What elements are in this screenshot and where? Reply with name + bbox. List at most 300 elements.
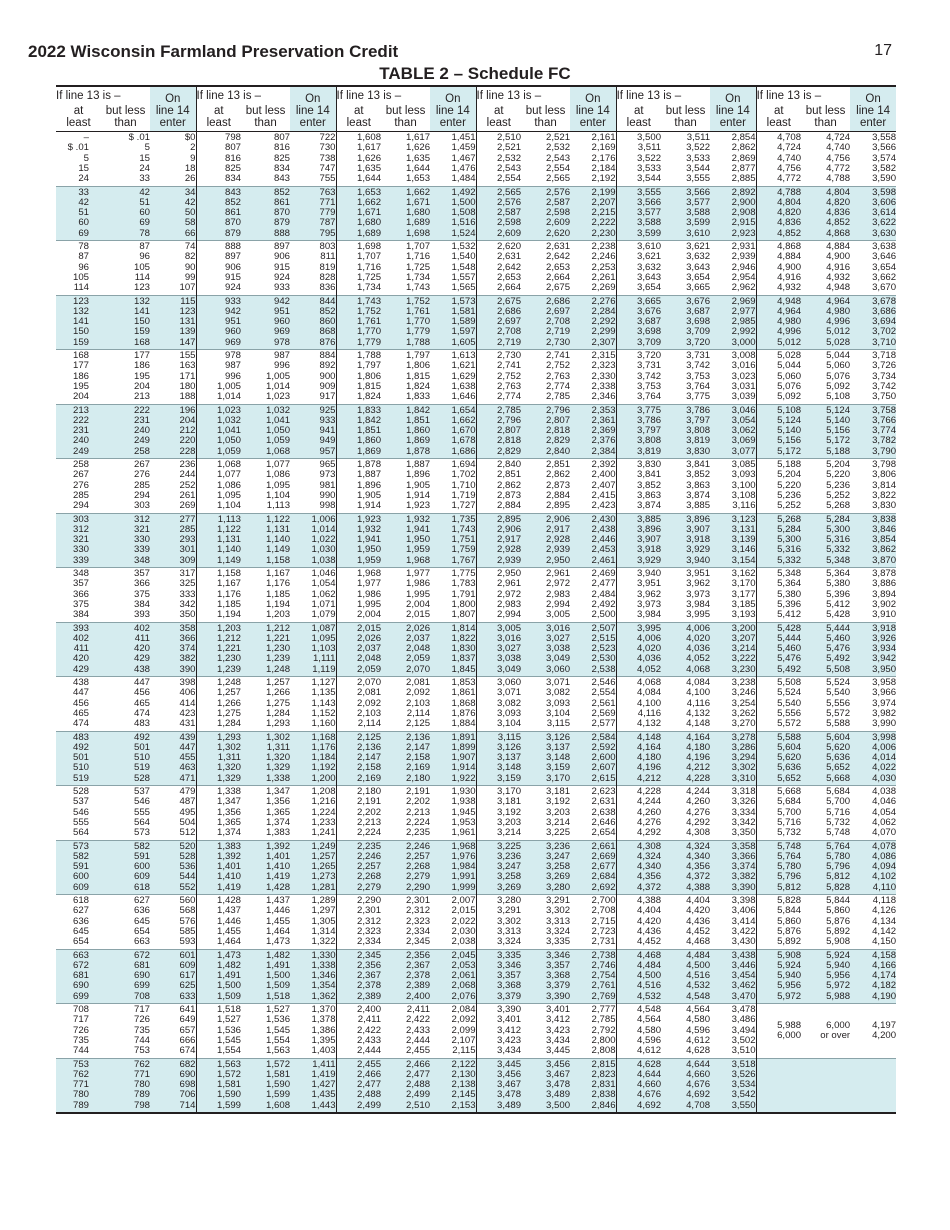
page-title: 2022 Wisconsin Farmland Preservation Credit — [28, 42, 399, 61]
but-less-than-cell: 5,684 5,700 5,716 5,732 5,748 — [801, 786, 850, 841]
on-header: On — [290, 86, 336, 105]
credit-cell: 3,598 3,606 3,614 3,622 3,630 — [850, 186, 896, 241]
at-least-cell: 1,203 1,212 1,221 1,230 1,239 — [196, 622, 241, 677]
at-least-cell: 1,248 1,257 1,266 1,275 1,284 — [196, 677, 241, 732]
at-least-cell: 1,968 1,977 1,986 1,995 2,004 — [336, 568, 381, 623]
at-least-cell: 2,180 2,191 2,202 2,213 2,224 — [336, 786, 381, 841]
at-least-cell: 528 537 546 555 564 — [56, 786, 101, 841]
credit-cell: 439 447 455 463 471 — [150, 731, 196, 786]
at-least-cell: 2,290 2,301 2,312 2,323 2,334 — [336, 895, 381, 950]
at-least-cell: 3,115 3,126 3,137 3,148 3,159 — [476, 731, 521, 786]
at-least-cell: 978 987 996 1,005 1,014 — [196, 350, 241, 405]
but-less-than-cell: 357 366 375 384 393 — [101, 568, 150, 623]
credit-cell: 3,718 3,726 3,734 3,742 3,750 — [850, 350, 896, 405]
on-header: On — [570, 86, 616, 105]
credit-cell: 2,777 2,785 2,792 2,800 2,808 — [570, 1004, 616, 1059]
but-less-than-cell: 3,456 3,467 3,478 3,489 3,500 — [521, 1058, 570, 1113]
but-less-than-cell: 1,437 1,446 1,455 1,464 1,473 — [241, 895, 290, 950]
credit-cell: 1,573 1,581 1,589 1,597 1,605 — [430, 295, 476, 350]
but-less-than-cell: 1,932 1,941 1,950 1,959 1,968 — [381, 513, 430, 568]
credit-cell: 3,123 3,131 3,139 3,146 3,154 — [710, 513, 756, 568]
at-least-cell: 303 312 321 330 339 — [56, 513, 101, 568]
if-line-13-header: If line 13 is – — [756, 86, 850, 105]
but-less-than-cell: 5,844 5,860 5,876 5,892 5,908 — [801, 895, 850, 950]
credit-cell: 115 123 131 139 147 — [150, 295, 196, 350]
at-least-cell: 3,885 3,896 3,907 3,918 3,929 — [616, 513, 661, 568]
at-least-cell: 4,628 4,644 4,660 4,676 4,692 — [616, 1058, 661, 1113]
but-less-than-header: but less than — [801, 105, 850, 132]
but-less-than-cell: 1,257 1,266 1,275 1,284 1,293 — [241, 677, 290, 732]
at-least-cell: 5,188 5,204 5,220 5,236 5,252 — [756, 459, 801, 514]
at-least-cell: 3,445 3,456 3,467 3,478 3,489 — [476, 1058, 521, 1113]
but-less-than-cell: 3,621 3,632 3,643 3,654 3,665 — [661, 241, 710, 296]
if-line-13-header: If line 13 is – — [476, 86, 570, 105]
but-less-than-cell: 582 591 600 609 618 — [101, 840, 150, 895]
but-less-than-header: but less than — [661, 105, 710, 132]
but-less-than-cell: 3,071 3,082 3,093 3,104 3,115 — [521, 677, 570, 732]
credit-cell: 682 690 698 706 714 — [150, 1058, 196, 1113]
at-least-cell: 3,775 3,786 3,797 3,808 3,819 — [616, 404, 661, 459]
table-row-group — [56, 295, 896, 350]
but-less-than-cell: 3,786 3,797 3,808 3,819 3,830 — [661, 404, 710, 459]
credit-cell: 2,507 2,515 2,523 2,530 2,538 — [570, 622, 616, 677]
credit-cell: 1,127 1,135 1,143 1,152 1,160 — [290, 677, 336, 732]
but-less-than-cell: 2,026 2,037 2,048 2,059 2,070 — [381, 622, 430, 677]
schedule-fc-table — [56, 85, 896, 1114]
at-least-cell: 4,068 4,084 4,100 4,116 4,132 — [616, 677, 661, 732]
but-less-than-cell: 5,924 5,940 5,956 5,972 5,988 — [801, 949, 850, 1004]
but-less-than-cell: 1,842 1,851 1,860 1,869 1,878 — [381, 404, 430, 459]
on-header: On — [710, 86, 756, 105]
at-least-cell: 1,473 1,482 1,491 1,500 1,509 — [196, 949, 241, 1004]
but-less-than-cell: 1,617 1,626 1,635 1,644 1,653 — [406, 132, 431, 185]
credit-cell: 2,623 2,631 2,638 2,646 2,654 — [570, 786, 616, 841]
at-least-cell: 78 87 96 105 114 — [56, 241, 101, 296]
at-least-cell: 933 942 951 960 969 — [196, 295, 241, 350]
but-less-than-cell: 2,741 2,752 2,763 2,774 2,785 — [521, 350, 570, 405]
but-less-than-header: but less than — [521, 105, 570, 132]
credit-cell: 1,492 1,500 1,508 1,516 1,524 — [430, 186, 476, 241]
table-row-group — [56, 895, 896, 950]
credit-cell: 2,007 2,015 2,022 2,030 2,038 — [430, 895, 476, 950]
at-least-cell: 1,653 1,662 1,671 1,680 1,689 — [336, 186, 381, 241]
credit-cell: 3,478 3,486 3,494 3,502 3,510 — [710, 1004, 756, 1059]
credit-cell: 236 244 252 261 269 — [150, 459, 196, 514]
at-least-cell: 3,280 3,291 3,302 3,313 3,324 — [476, 895, 521, 950]
but-less-than-cell: 2,961 2,972 2,983 2,994 3,005 — [521, 568, 570, 623]
at-least-cell: 5,028 5,044 5,060 5,076 5,092 — [756, 350, 801, 405]
at-least-cell: 1,833 1,842 1,851 1,860 1,869 — [336, 404, 381, 459]
at-least-cell: 2,565 2,576 2,587 2,598 2,609 — [476, 186, 521, 241]
at-least-header: at least — [56, 105, 101, 132]
at-least-cell: 1,608 1,617 1,626 1,635 1,644 — [336, 132, 381, 187]
but-less-than-cell: 3,511 3,522 3,533 3,544 3,555 — [686, 132, 711, 185]
credit-cell: 3,318 3,326 3,334 3,342 3,350 — [710, 786, 756, 841]
but-less-than-cell: 4,964 4,980 4,996 5,012 5,028 — [801, 295, 850, 350]
but-less-than-header: but less than — [101, 105, 150, 132]
but-less-than-cell: 1,977 1,986 1,995 2,004 2,015 — [381, 568, 430, 623]
credit-cell: 3,085 3,093 3,100 3,108 3,116 — [710, 459, 756, 514]
but-less-than-cell: 3,291 3,302 3,313 3,324 3,335 — [521, 895, 570, 950]
at-least-header: at least — [196, 105, 241, 132]
but-less-than-cell: 4,084 4,100 4,116 4,132 4,148 — [661, 677, 710, 732]
credit-cell: 520 528 536 544 552 — [150, 840, 196, 895]
at-least-cell: 1,563 1,572 1,581 1,590 1,599 — [196, 1058, 241, 1113]
table-row-group — [56, 132, 896, 187]
credit-cell: 2,854 2,862 2,869 2,877 2,885 — [731, 132, 756, 185]
at-least-cell: 3,940 3,951 3,962 3,973 3,984 — [616, 568, 661, 623]
at-least-cell: 438 447 456 465 474 — [56, 677, 101, 732]
at-least-cell: 5,828 5,844 5,860 5,876 5,892 — [756, 895, 801, 950]
at-least-cell: 843 852 861 870 879 — [196, 186, 241, 241]
at-least-cell: 1,113 1,122 1,131 1,140 1,149 — [196, 513, 241, 568]
credit-cell: 2,738 2,746 2,754 2,761 2,769 — [570, 949, 616, 1004]
at-least-cell: 1,428 1,437 1,446 1,455 1,464 — [196, 895, 241, 950]
credit-cell: 3,798 3,806 3,814 3,822 3,830 — [850, 459, 896, 514]
but-less-than-cell: 3,126 3,137 3,148 3,159 3,170 — [521, 731, 570, 786]
credit-cell: 2,084 2,092 2,099 2,107 2,115 — [430, 1004, 476, 1059]
but-less-than-cell: 5,124 5,140 5,156 5,172 5,188 — [801, 404, 850, 459]
but-less-than-cell: 2,356 2,367 2,378 2,389 2,400 — [381, 949, 430, 1004]
credit-cell: 3,558 3,566 3,574 3,582 3,590 — [872, 132, 897, 185]
credit-cell: 560 568 576 585 593 — [150, 895, 196, 950]
but-less-than-cell: 5,604 5,620 5,636 5,652 5,668 — [801, 731, 850, 786]
on-header: On — [850, 86, 896, 105]
at-least-cell: 483 492 501 510 519 — [56, 731, 101, 786]
but-less-than-cell: 852 861 870 879 888 — [241, 186, 290, 241]
at-least-cell: 5,108 5,124 5,140 5,156 5,172 — [756, 404, 801, 459]
line-14-enter-header: line 14 enter — [290, 105, 336, 132]
at-least-cell: 3,830 3,841 3,852 3,863 3,874 — [616, 459, 661, 514]
but-less-than-cell: 177 186 195 204 213 — [101, 350, 150, 405]
but-less-than-cell: 627 636 645 654 663 — [101, 895, 150, 950]
but-less-than-cell: 1,482 1,491 1,500 1,509 1,518 — [241, 949, 290, 1004]
at-least-cell: 2,785 2,796 2,807 2,818 2,829 — [476, 404, 521, 459]
at-least-cell: 1,698 1,707 1,716 1,725 1,734 — [336, 241, 381, 296]
credit-cell: 2,238 2,246 2,253 2,261 2,269 — [570, 241, 616, 296]
at-least-cell: 1,338 1,347 1,356 1,365 1,374 — [196, 786, 241, 841]
at-least-cell: 5,268 5,284 5,300 5,316 5,332 — [756, 513, 801, 568]
credit-cell: 196 204 212 220 228 — [150, 404, 196, 459]
but-less-than-cell: 87 96 105 114 123 — [101, 241, 150, 296]
table-row-group — [56, 677, 896, 732]
on-header: On — [150, 86, 196, 105]
but-less-than-cell: 222 231 240 249 258 — [101, 404, 150, 459]
credit-cell: 155 163 171 180 188 — [150, 350, 196, 405]
but-less-than-cell: 4,564 4,580 4,596 4,612 4,628 — [661, 1004, 710, 1059]
at-least-cell: 1,743 1,752 1,761 1,770 1,779 — [336, 295, 381, 350]
at-least-cell: 3,390 3,401 3,412 3,423 3,434 — [476, 1004, 521, 1059]
line-14-enter-header: line 14 enter — [850, 105, 896, 132]
at-least-cell: 2,345 2,356 2,367 2,378 2,389 — [336, 949, 381, 1004]
at-least-cell: 1,293 1,302 1,311 1,320 1,329 — [196, 731, 241, 786]
credit-cell: 2,546 2,554 2,561 2,569 2,577 — [570, 677, 616, 732]
at-least-cell: 1,158 1,167 1,176 1,185 1,194 — [196, 568, 241, 623]
credit-cell: 1,168 1,176 1,184 1,192 1,200 — [290, 731, 336, 786]
at-least-cell: 4,308 4,324 4,340 4,356 4,372 — [616, 840, 661, 895]
credit-cell: 3,046 3,054 3,062 3,069 3,077 — [710, 404, 756, 459]
but-less-than-cell: 2,521 2,532 2,543 2,554 2,565 — [546, 132, 571, 185]
credit-cell: 1,930 1,938 1,945 1,953 1,961 — [430, 786, 476, 841]
line-14-enter-header: line 14 enter — [570, 105, 616, 132]
but-less-than-cell: 2,686 2,697 2,708 2,719 2,730 — [521, 295, 570, 350]
but-less-than-cell: 1,887 1,896 1,905 1,914 1,923 — [381, 459, 430, 514]
table-row-group — [56, 186, 896, 241]
at-least-cell: 2,070 2,081 2,092 2,103 2,114 — [336, 677, 381, 732]
credit-cell: 601 609 617 625 633 — [150, 949, 196, 1004]
at-least-cell: 123 132 141 150 159 — [56, 295, 101, 350]
at-least-header: at least — [616, 105, 661, 132]
at-least-cell: 5,508 5,524 5,540 5,556 5,572 — [756, 677, 801, 732]
at-least-cell: 573 582 591 600 609 — [56, 840, 101, 895]
but-less-than-cell: 2,796 2,807 2,818 2,829 2,840 — [521, 404, 570, 459]
at-least-cell: 213 222 231 240 249 — [56, 404, 101, 459]
table-header — [56, 86, 896, 132]
but-less-than-cell: 3,676 3,687 3,698 3,709 3,720 — [661, 295, 710, 350]
credit-cell: 479 487 495 504 512 — [150, 786, 196, 841]
credit-cell: 1,968 1,976 1,984 1,991 1,999 — [430, 840, 476, 895]
but-less-than-cell: 5,524 5,540 5,556 5,572 5,588 — [801, 677, 850, 732]
table-row-group — [56, 731, 896, 786]
at-least-cell: 888 897 906 915 924 — [196, 241, 241, 296]
credit-cell: 2,161 2,169 2,176 2,184 2,192 — [591, 132, 616, 185]
but-less-than-cell: 4,724 4,740 4,756 4,772 4,788 — [826, 132, 851, 185]
but-less-than-cell: 132 141 150 159 168 — [101, 295, 150, 350]
at-least-cell: 3,610 3,621 3,632 3,643 3,654 — [616, 241, 661, 296]
credit-cell: 3,958 3,966 3,974 3,982 3,990 — [850, 677, 896, 732]
at-least-cell: 4,868 4,884 4,900 4,916 4,932 — [756, 241, 801, 296]
credit-cell: 2,045 2,053 2,061 2,068 2,076 — [430, 949, 476, 1004]
credit-cell: 2,315 2,323 2,330 2,338 2,346 — [570, 350, 616, 405]
credit-cell: 1,411 1,419 1,427 1,435 1,443 — [290, 1058, 336, 1113]
but-less-than-cell: 1,032 1,041 1,050 1,059 1,068 — [241, 404, 290, 459]
but-less-than-cell: 5,204 5,220 5,236 5,252 5,268 — [801, 459, 850, 514]
at-least-cell: 1,023 1,032 1,041 1,050 1,059 — [196, 404, 241, 459]
but-less-than-cell: 2,411 2,422 2,433 2,444 2,455 — [381, 1004, 430, 1059]
table-row-group — [56, 513, 896, 568]
credit-cell: 1,208 1,216 1,224 1,233 1,241 — [290, 786, 336, 841]
but-less-than-cell: 1,572 1,581 1,590 1,599 1,608 — [241, 1058, 290, 1113]
at-least-cell: 708 717 726 735 744 — [56, 1004, 101, 1059]
credit-cell: 844 852 860 868 876 — [290, 295, 336, 350]
credit-cell: 1,046 1,054 1,062 1,071 1,079 — [290, 568, 336, 623]
on-header: On — [430, 86, 476, 105]
at-least-cell: 2,510 2,521 2,532 2,543 2,554 — [476, 132, 521, 187]
at-least-cell: 663 672 681 690 699 — [56, 949, 101, 1004]
at-least-cell: 5,668 5,684 5,700 5,716 5,732 — [756, 786, 801, 841]
but-less-than-cell: 312 321 330 339 348 — [101, 513, 150, 568]
if-line-13-header: If line 13 is – — [196, 86, 290, 105]
but-less-than-cell: 762 771 780 789 798 — [101, 1058, 150, 1113]
but-less-than-cell: 5,444 5,460 5,476 5,492 5,508 — [801, 622, 850, 677]
table-body — [56, 132, 896, 1114]
but-less-than-cell: 1,212 1,221 1,230 1,239 1,248 — [241, 622, 290, 677]
but-less-than-cell: 3,181 3,192 3,203 3,214 3,225 — [521, 786, 570, 841]
but-less-than-header: but less than — [241, 105, 290, 132]
but-less-than-cell: 1,392 1,401 1,410 1,419 1,428 — [241, 840, 290, 895]
but-less-than-cell: 5,044 5,060 5,076 5,092 5,108 — [801, 350, 850, 405]
but-less-than-cell: 5,364 5,380 5,396 5,412 5,428 — [801, 568, 850, 623]
credit-cell: 3,398 3,406 3,414 3,422 3,430 — [710, 895, 756, 950]
at-least-cell: 33 42 51 60 69 — [56, 186, 101, 241]
credit-cell: 3,162 3,170 3,177 3,185 3,193 — [710, 568, 756, 623]
credit-cell: 277 285 293 301 309 — [150, 513, 196, 568]
credit-cell: 398 406 414 423 431 — [150, 677, 196, 732]
credit-cell: 1,853 1,861 1,868 1,876 1,884 — [430, 677, 476, 732]
but-less-than-cell: 2,851 2,862 2,873 2,884 2,895 — [521, 459, 570, 514]
at-least-cell: 5,348 5,364 5,380 5,396 5,412 — [756, 568, 801, 623]
but-less-than-cell: 4,324 4,340 4,356 4,372 4,388 — [661, 840, 710, 895]
at-least-cell: 168 177 186 195 204 — [56, 350, 101, 405]
but-less-than-cell: 1,077 1,086 1,095 1,104 1,113 — [241, 459, 290, 514]
at-least-cell: 3,170 3,181 3,192 3,203 3,214 — [476, 786, 521, 841]
page-number: 17 — [874, 42, 892, 59]
credit-cell: 1,654 1,662 1,670 1,678 1,686 — [430, 404, 476, 459]
at-least-cell: 2,675 2,686 2,697 2,708 2,719 — [476, 295, 521, 350]
but-less-than-cell: 2,576 2,587 2,598 2,609 2,620 — [521, 186, 570, 241]
credit-cell: 2,584 2,592 2,600 2,607 2,615 — [570, 731, 616, 786]
at-least-cell: 798 807 816 825 834 — [196, 132, 241, 187]
but-less-than-cell: 4,884 4,900 4,916 4,932 4,948 — [801, 241, 850, 296]
but-less-than-cell: 5,764 5,780 5,796 5,812 5,828 — [801, 840, 850, 895]
at-least-cell: 2,840 2,851 2,862 2,873 2,884 — [476, 459, 521, 514]
but-less-than-cell: 942 951 960 969 978 — [241, 295, 290, 350]
credit-cell: 2,276 2,284 2,292 2,299 2,307 — [570, 295, 616, 350]
but-less-than-cell: 3,401 3,412 3,423 3,434 3,445 — [521, 1004, 570, 1059]
table-row-group — [56, 622, 896, 677]
credit-cell: 1,814 1,822 1,830 1,837 1,845 — [430, 622, 476, 677]
at-least-cell: 1,068 1,077 1,086 1,095 1,104 — [196, 459, 241, 514]
credit-cell: 1,249 1,257 1,265 1,273 1,281 — [290, 840, 336, 895]
credit-cell: 358 366 374 382 390 — [150, 622, 196, 677]
credit-cell: 3,998 4,006 4,014 4,022 4,030 — [850, 731, 896, 786]
table-row-group — [56, 568, 896, 623]
at-least-cell: 1,788 1,797 1,806 1,815 1,824 — [336, 350, 381, 405]
but-less-than-cell: 807 816 825 834 843 — [274, 132, 291, 185]
credit-cell: 1,330 1,338 1,346 1,354 1,362 — [290, 949, 336, 1004]
but-less-than-cell: 4,804 4,820 4,836 4,852 4,868 — [801, 186, 850, 241]
credit-cell: 4,197 4,200 — [850, 1004, 896, 1059]
credit-cell: 3,758 3,766 3,774 3,782 3,790 — [850, 404, 896, 459]
table-title: TABLE 2 – Schedule FC — [379, 64, 571, 83]
credit-cell: 3,918 3,926 3,934 3,942 3,950 — [850, 622, 896, 677]
credit-cell: 641 649 657 666 674 — [150, 1004, 196, 1059]
but-less-than-cell: 2,301 2,312 2,323 2,334 2,345 — [381, 895, 430, 950]
but-less-than-cell: 897 906 915 924 933 — [241, 241, 290, 296]
but-less-than-cell: 3,236 3,247 3,258 3,269 3,280 — [521, 840, 570, 895]
at-least-cell: 3,720 3,731 3,742 3,753 3,764 — [616, 350, 661, 405]
credit-cell: 2,199 2,207 2,215 2,222 2,230 — [570, 186, 616, 241]
credit-cell: 1,370 1,378 1,386 1,395 1,403 — [290, 1004, 336, 1059]
credit-cell: 763 771 779 787 795 — [290, 186, 336, 241]
credit-cell: 884 892 900 909 917 — [290, 350, 336, 405]
but-less-than-cell: 3,731 3,742 3,753 3,764 3,775 — [661, 350, 710, 405]
at-least-cell: 3,060 3,071 3,082 3,093 3,104 — [476, 677, 521, 732]
at-least-header: at least — [476, 105, 521, 132]
credit-cell: 3,638 3,646 3,654 3,662 3,670 — [850, 241, 896, 296]
but-less-than-cell: 2,906 2,917 2,928 2,939 2,950 — [521, 513, 570, 568]
credit-cell: 2,700 2,708 2,715 2,723 2,731 — [570, 895, 616, 950]
credit-cell: 3,278 3,286 3,294 3,302 3,310 — [710, 731, 756, 786]
credit-cell: 74 82 90 99 107 — [150, 241, 196, 296]
but-less-than-cell: 4,484 4,500 4,516 4,532 4,548 — [661, 949, 710, 1004]
but-less-than-cell: 4,404 4,420 4,436 4,452 4,468 — [661, 895, 710, 950]
at-least-cell: 2,015 2,026 2,037 2,048 2,059 — [336, 622, 381, 677]
but-less-than-cell: 4,164 4,180 4,196 4,212 4,228 — [661, 731, 710, 786]
but-less-than-cell: 1,797 1,806 1,815 1,824 1,833 — [381, 350, 430, 405]
at-least-cell: 3,225 3,236 3,247 3,258 3,269 — [476, 840, 521, 895]
at-least-cell: 4,228 4,244 4,260 4,276 4,292 — [616, 786, 661, 841]
credit-cell: 1,891 1,899 1,907 1,914 1,922 — [430, 731, 476, 786]
at-least-cell: 4,788 4,804 4,820 4,836 4,852 — [756, 186, 801, 241]
but-less-than-cell: $ .01 5 15 24 33 — [128, 132, 151, 185]
but-less-than-cell: 4,644 4,660 4,676 4,692 4,708 — [661, 1058, 710, 1113]
credit-cell: 1,451 1,459 1,467 1,476 1,484 — [451, 132, 476, 185]
at-least-cell: 4,708 4,724 4,740 4,756 4,772 — [756, 132, 801, 187]
at-least-cell: 5,908 5,924 5,940 5,956 5,972 — [756, 949, 801, 1004]
credit-cell: 2,430 2,438 2,446 2,453 2,461 — [570, 513, 616, 568]
credit-cell: 2,353 2,361 2,369 2,376 2,384 — [570, 404, 616, 459]
credit-cell: 2,892 2,900 2,908 2,915 2,923 — [710, 186, 756, 241]
but-less-than-cell: 5,284 5,300 5,316 5,332 5,348 — [801, 513, 850, 568]
at-least-cell: 3,665 3,676 3,687 3,698 3,709 — [616, 295, 661, 350]
but-less-than-cell: 672 681 690 699 708 — [101, 949, 150, 1004]
but-less-than-cell: 42 51 60 69 78 — [101, 186, 150, 241]
credit-cell — [850, 1058, 896, 1113]
at-least-cell: 4,548 4,564 4,580 4,596 4,612 — [616, 1004, 661, 1059]
at-least-cell: 1,923 1,932 1,941 1,950 1,959 — [336, 513, 381, 568]
credit-cell: 3,238 3,246 3,254 3,262 3,270 — [710, 677, 756, 732]
credit-cell: 1,694 1,702 1,710 1,719 1,727 — [430, 459, 476, 514]
but-less-than-cell: 2,191 2,202 2,213 2,224 2,235 — [381, 786, 430, 841]
at-least-cell: 2,455 2,466 2,477 2,488 2,499 — [336, 1058, 381, 1113]
but-less-than-cell: 3,896 3,907 3,918 3,929 3,940 — [661, 513, 710, 568]
at-least-cell: 2,125 2,136 2,147 2,158 2,169 — [336, 731, 381, 786]
but-less-than-cell: 267 276 285 294 303 — [101, 459, 150, 514]
at-least-cell: 3,500 3,511 3,522 3,533 3,544 — [616, 132, 661, 187]
at-least-cell: 3,555 3,566 3,577 3,588 3,599 — [616, 186, 661, 241]
at-least-cell: 3,335 3,346 3,357 3,368 3,379 — [476, 949, 521, 1004]
at-least-cell: 2,400 2,411 2,422 2,433 2,444 — [336, 1004, 381, 1059]
but-less-than-cell: 492 501 510 519 528 — [101, 731, 150, 786]
at-least-cell: 2,950 2,961 2,972 2,983 2,994 — [476, 568, 521, 623]
line-14-enter-header: line 14 enter — [430, 105, 476, 132]
at-least-cell: 5,428 5,444 5,460 5,476 5,492 — [756, 622, 801, 677]
credit-cell: 4,118 4,126 4,134 4,142 4,150 — [850, 895, 896, 950]
at-least-cell: 3,005 3,016 3,027 3,038 3,049 — [476, 622, 521, 677]
at-least-cell: 1,518 1,527 1,536 1,545 1,554 — [196, 1004, 241, 1059]
but-less-than-cell: 1,347 1,356 1,365 1,374 1,383 — [241, 786, 290, 841]
but-less-than-cell: 1,167 1,176 1,185 1,194 1,203 — [241, 568, 290, 623]
credit-cell: 2,392 2,400 2,407 2,415 2,423 — [570, 459, 616, 514]
at-least-cell: 753 762 771 780 789 — [56, 1058, 101, 1113]
page-header — [28, 42, 892, 64]
at-least-cell: 4,388 4,404 4,420 4,436 4,452 — [616, 895, 661, 950]
credit-cell: 965 973 981 990 998 — [290, 459, 336, 514]
at-least-cell: 2,235 2,246 2,257 2,268 2,279 — [336, 840, 381, 895]
but-less-than-cell: 402 411 420 429 438 — [101, 622, 150, 677]
but-less-than-cell: 3,841 3,852 3,863 3,874 3,885 — [661, 459, 710, 514]
credit-cell: 1,087 1,095 1,103 1,111 1,119 — [290, 622, 336, 677]
table-row-group — [56, 459, 896, 514]
but-less-than-cell: 3,016 3,027 3,038 3,049 3,060 — [521, 622, 570, 677]
but-less-than-cell: 987 996 1,005 1,014 1,023 — [241, 350, 290, 405]
but-less-than-cell: 4,006 4,020 4,036 4,052 4,068 — [661, 622, 710, 677]
credit-cell: 925 933 941 949 957 — [290, 404, 336, 459]
but-less-than-cell: 6,000 or over — [801, 1004, 850, 1059]
line-14-enter-header: line 14 enter — [710, 105, 756, 132]
credit-cell: 2,815 2,823 2,831 2,838 2,846 — [570, 1058, 616, 1113]
